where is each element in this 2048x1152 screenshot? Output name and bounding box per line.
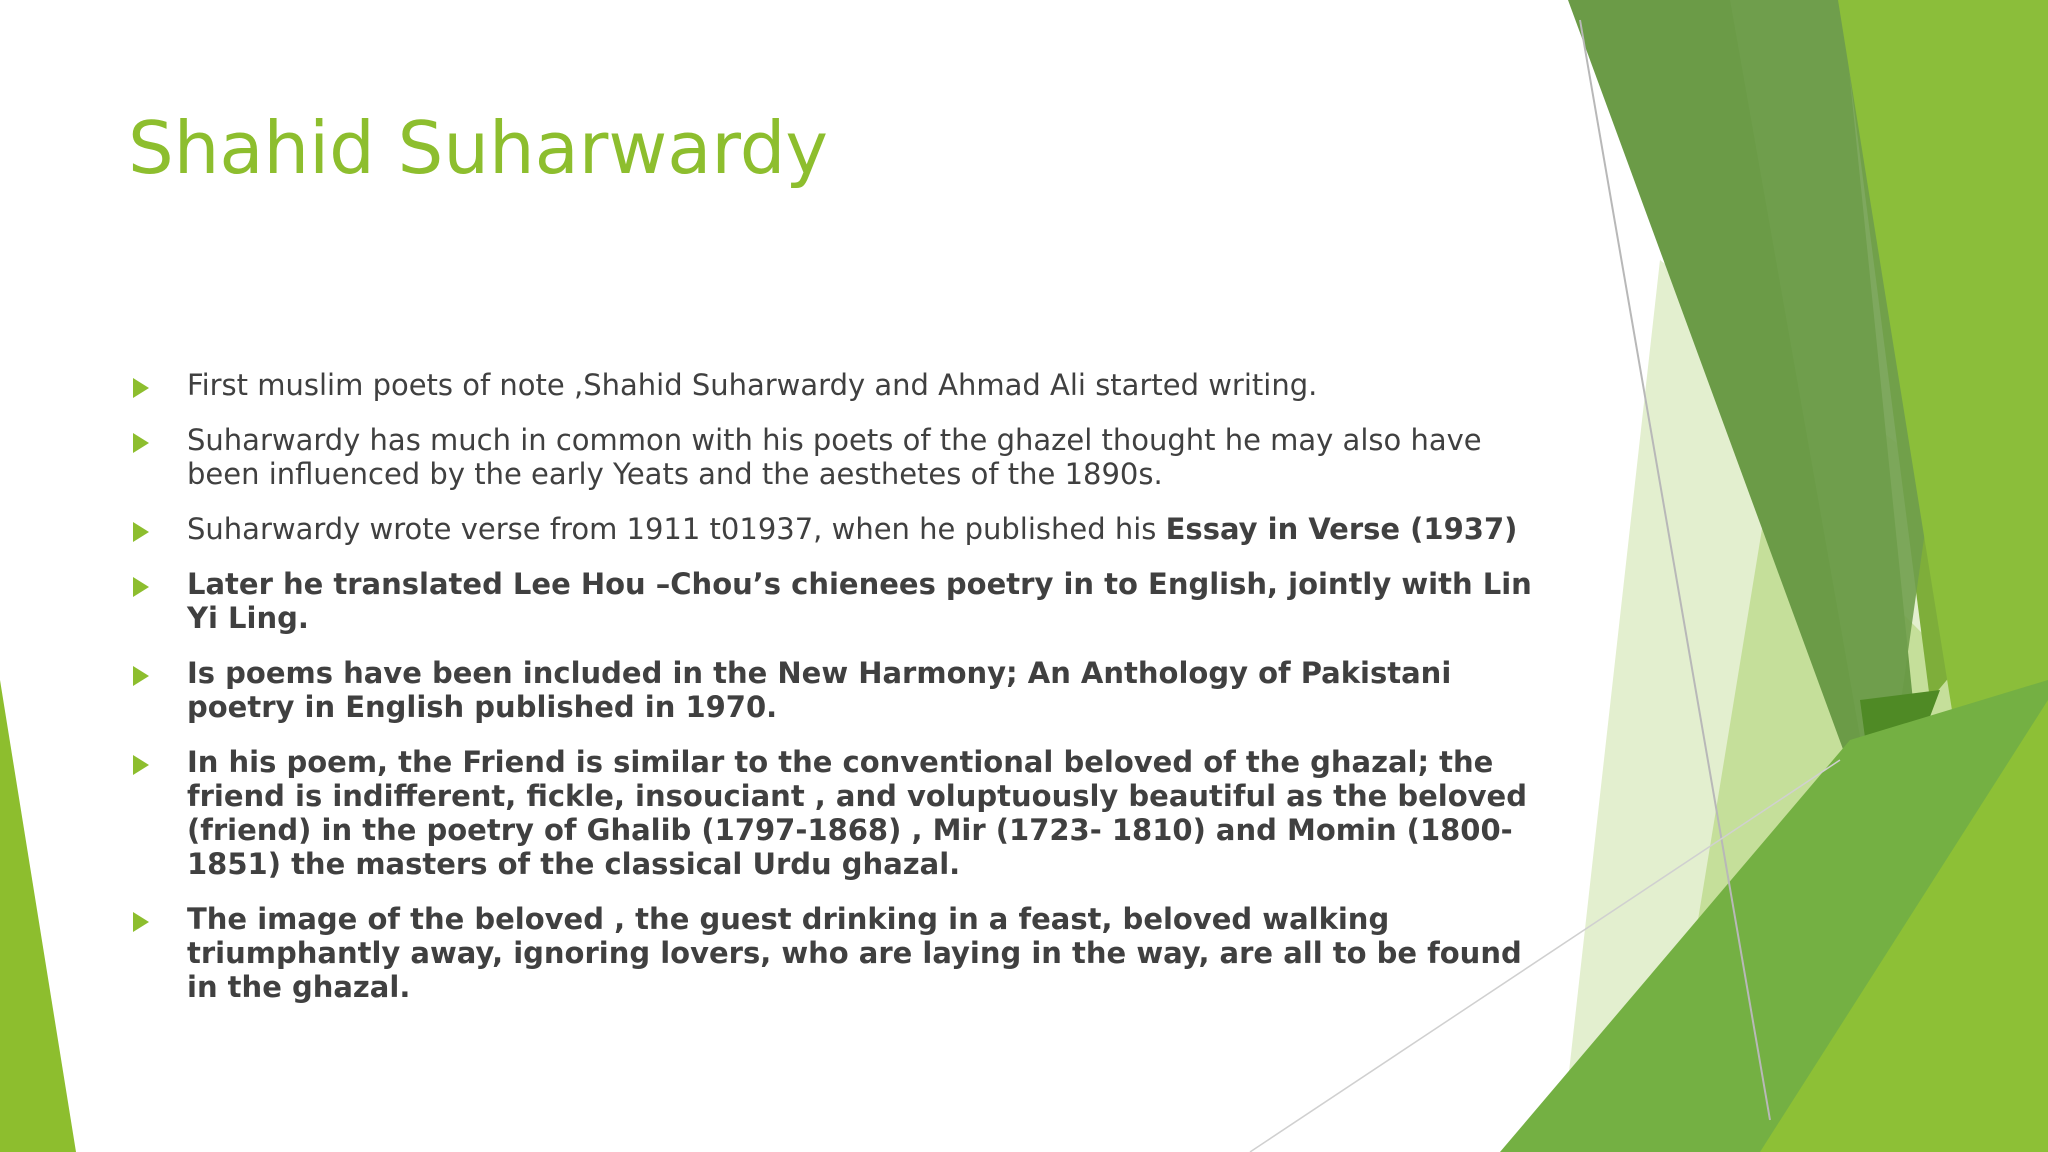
triangle-right-icon xyxy=(133,912,149,932)
bullet-text: Suharwardy has much in common with his poets of the ghazel thought he may also have been influenced by the early Yeats and the aesthetes of the 1890s. xyxy=(187,423,1482,491)
bullet-text: Suharwardy wrote verse from 1911 t01937, when he published his xyxy=(187,512,1166,546)
triangle-right-icon xyxy=(133,378,149,398)
bullet-item xyxy=(130,745,1560,881)
bullet-item xyxy=(130,902,1560,1004)
bullet-item xyxy=(130,368,1560,402)
triangle-right-icon xyxy=(133,433,149,453)
bullet-emphasis: Essay in Verse (1937) xyxy=(1165,512,1518,546)
triangle-right-icon xyxy=(133,755,149,775)
bullet-text: Later he translated Lee Hou –Chou’s chienees poetry in to English, jointly with Lin Yi Ling. xyxy=(187,567,1532,635)
left-green-shape xyxy=(0,680,76,1152)
bullet-text: The image of the beloved , the guest drinking in a feast, beloved walking triumphantly away, ignoring lovers, who are laying in the way, are all to be found in the ghazal. xyxy=(187,902,1522,1004)
bullet-text: Is poems have been included in the New Harmony; An Anthology of Pakistani poetry in English published in 1970. xyxy=(187,656,1452,724)
triangle-right-icon xyxy=(133,522,149,542)
bullet-text: First muslim poets of note ,Shahid Suharwardy and Ahmad Ali started writing. xyxy=(187,368,1318,402)
bullet-item xyxy=(130,423,1560,491)
bullet-list xyxy=(130,368,1560,1025)
bullet-item xyxy=(130,656,1560,724)
bullet-item xyxy=(130,567,1560,635)
triangle-right-icon xyxy=(133,666,149,686)
bullet-text: In his poem, the Friend is similar to the conventional beloved of the ghazal; the friend is indifferent, fickle, insouciant , and voluptuously beautiful as the beloved (friend) in the poetry of Ghalib (1797-1868) , Mir (1723- 1810) and Momin (1800-1851) the masters of the classical Urdu ghazal. xyxy=(187,745,1527,881)
bullet-item xyxy=(130,512,1560,546)
slide-title: Shahid Suharwardy xyxy=(128,106,829,190)
triangle-right-icon xyxy=(133,577,149,597)
